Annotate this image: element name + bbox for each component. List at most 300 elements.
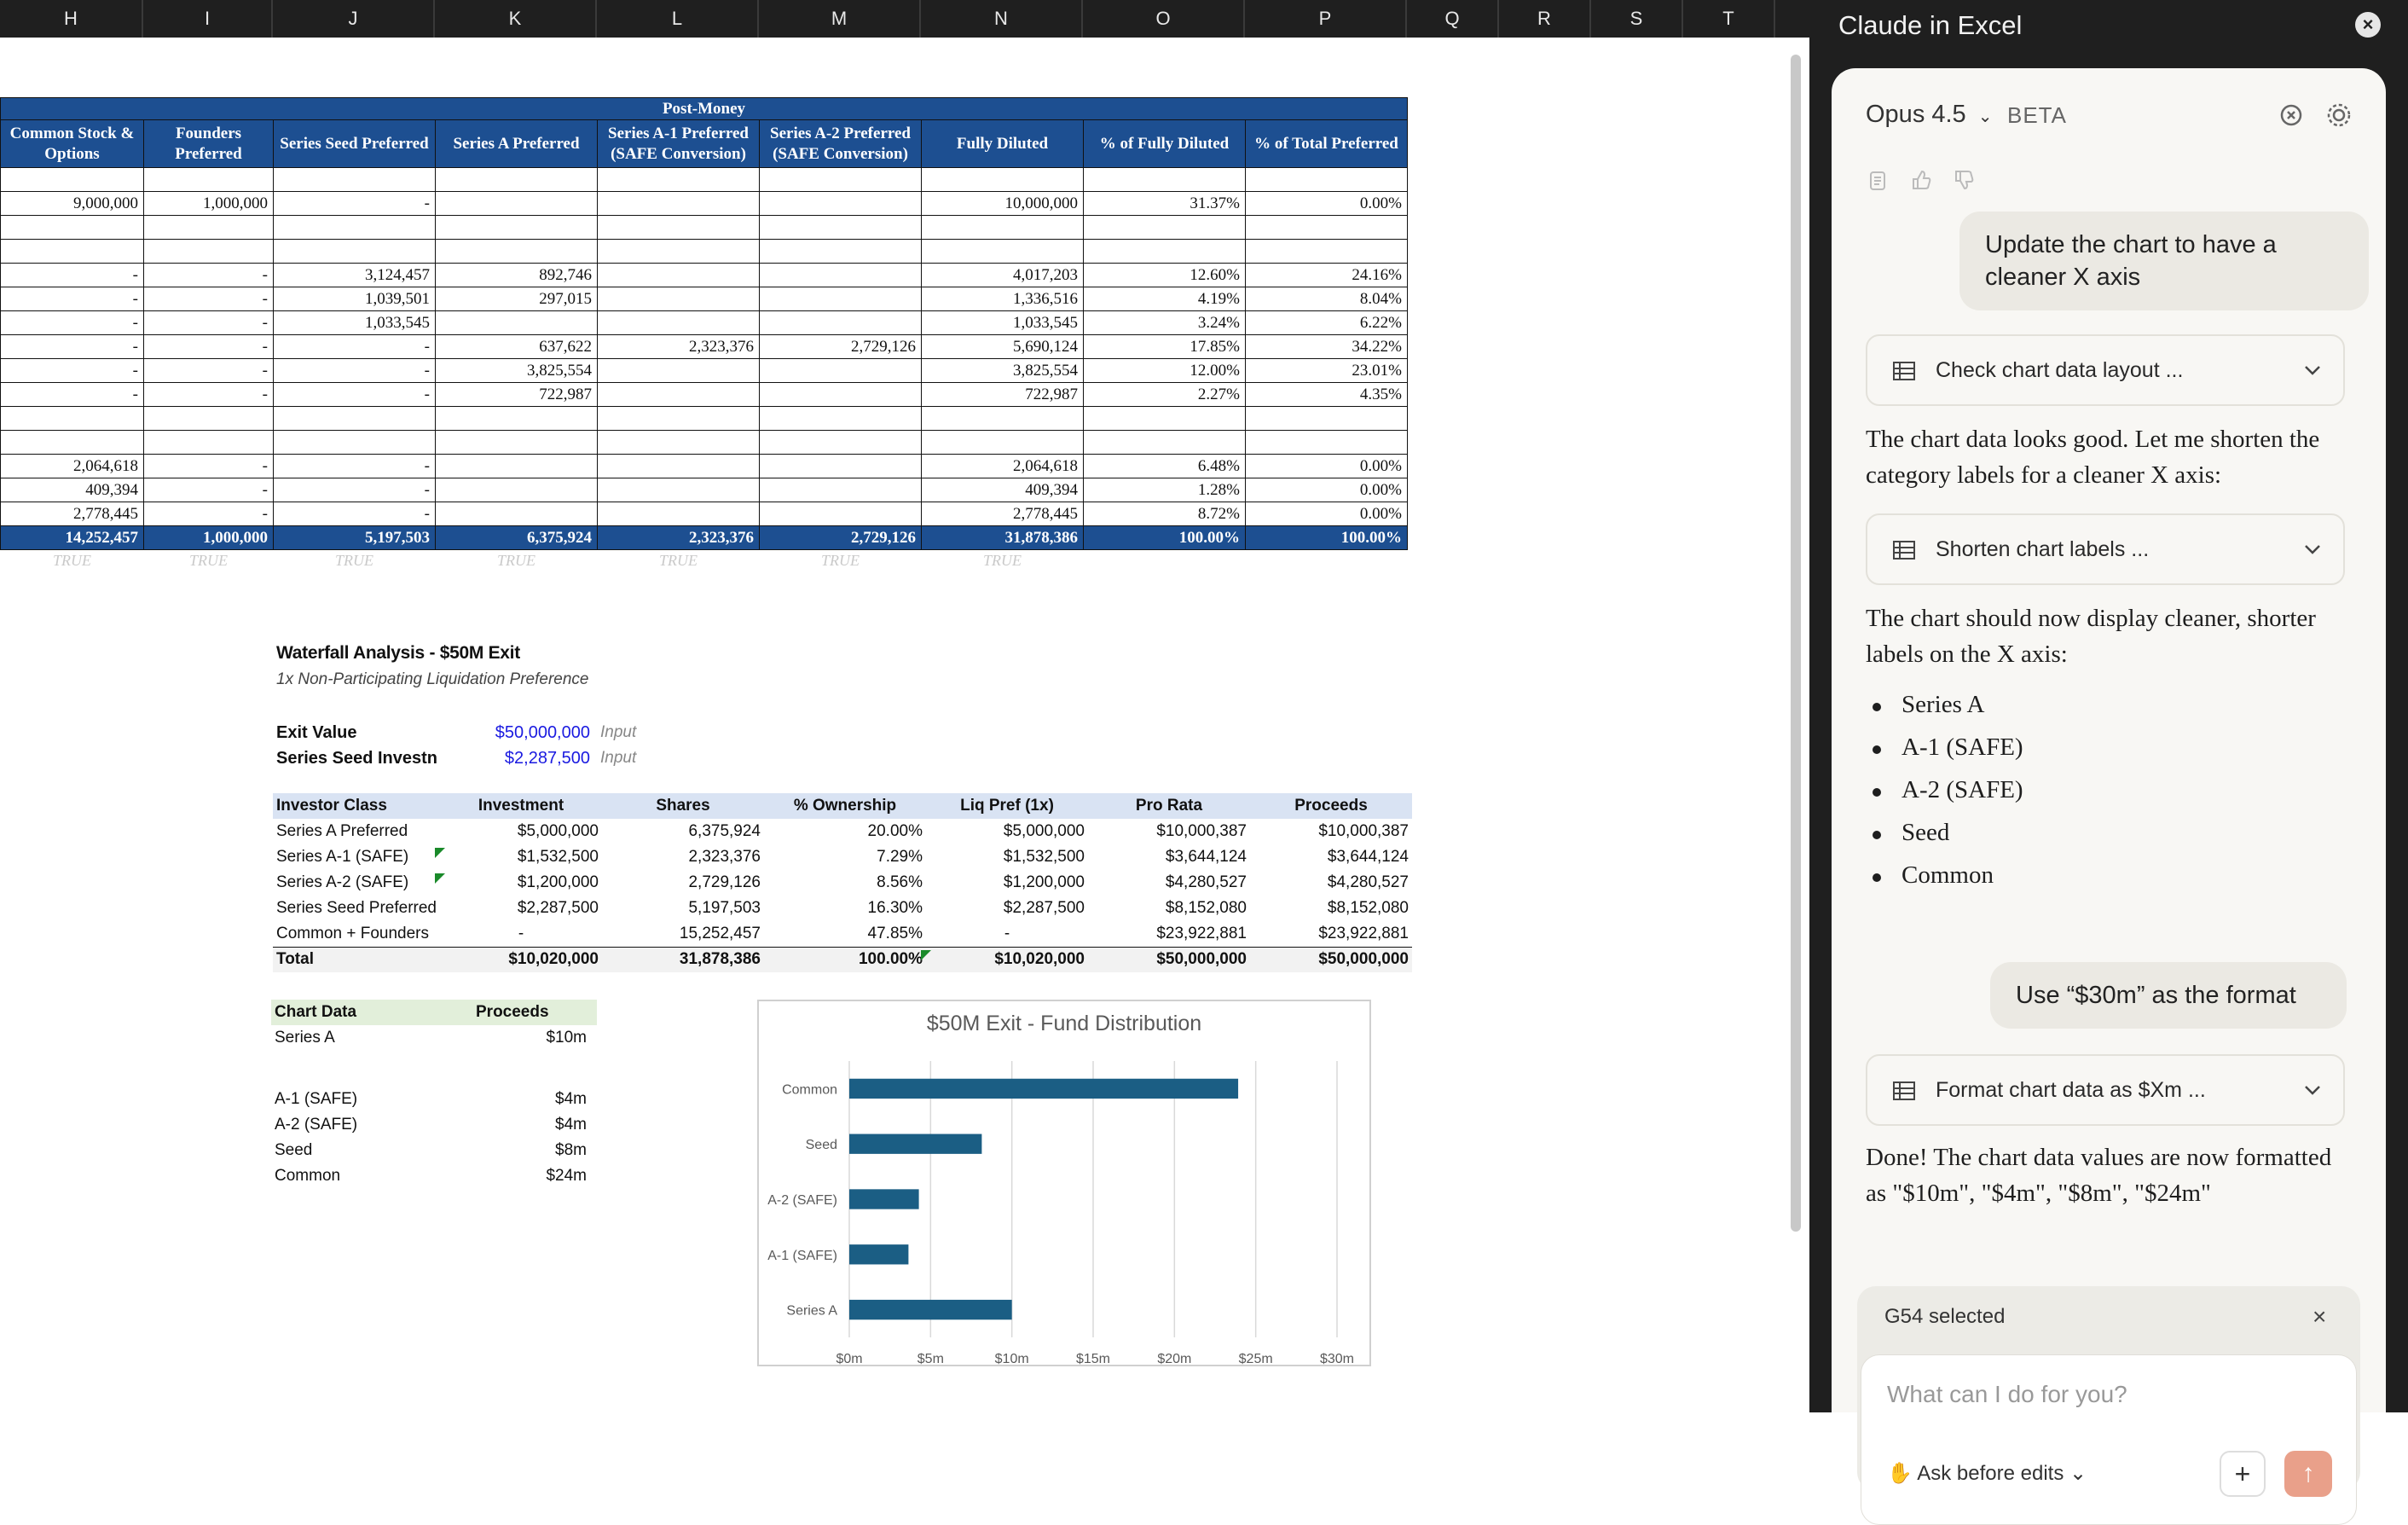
cap-cell[interactable] [598, 311, 760, 335]
waterfall-cell[interactable]: $4,280,527 [1165, 873, 1247, 891]
cap-cell[interactable]: 3,124,457 [274, 264, 436, 287]
cap-cell[interactable] [1, 407, 144, 431]
bullet-item: A-2 (SAFE) [1866, 776, 2023, 819]
chart-data-value[interactable]: $4m [555, 1116, 587, 1134]
cap-cell[interactable] [1, 168, 144, 192]
cap-cell[interactable]: 2,729,126 [760, 335, 922, 359]
chart-canvas [759, 1001, 1369, 1365]
waterfall-cell[interactable]: $10,000,387 [1156, 822, 1247, 840]
waterfall-total-row [273, 947, 1412, 972]
cap-cell[interactable] [598, 383, 760, 407]
cap-cell[interactable]: - [274, 455, 436, 478]
x-tick-label: $25m [1238, 1352, 1273, 1366]
cap-cell[interactable]: 2,323,376 [598, 335, 760, 359]
cap-cell[interactable]: 2.27% [1084, 383, 1246, 407]
chart-data-value[interactable]: $4m [555, 1090, 587, 1108]
cap-cell[interactable] [760, 192, 922, 216]
bar[interactable] [849, 1079, 1238, 1099]
cap-cell[interactable]: 1,033,545 [274, 311, 436, 335]
cap-cell[interactable] [1084, 216, 1246, 240]
seed-investment-label: Series Seed Investn [276, 749, 437, 768]
cap-cell[interactable]: 8.72% [1084, 502, 1246, 526]
cap-cell[interactable] [144, 216, 274, 240]
check-cell[interactable]: TRUE [53, 552, 91, 570]
cap-cell[interactable] [1246, 431, 1408, 455]
cap-cell[interactable] [922, 216, 1084, 240]
chart-data-label[interactable]: A-1 (SAFE) [275, 1090, 358, 1108]
x-tick-label: $0m [836, 1352, 863, 1366]
cap-table-row [1, 478, 1408, 502]
waterfall-total-cell[interactable]: 31,878,386 [602, 947, 764, 972]
cap-cell[interactable]: - [274, 478, 436, 502]
chart-data-row [271, 1087, 595, 1112]
waterfall-cell[interactable]: 15,252,457 [679, 924, 761, 942]
cap-cell[interactable] [760, 216, 922, 240]
waterfall-header: Investment [440, 793, 602, 819]
cap-cell[interactable]: 297,015 [436, 287, 598, 311]
cap-cell[interactable] [598, 431, 760, 455]
waterfall-cell[interactable]: $3,644,124 [1165, 848, 1247, 866]
cap-table-row [1, 455, 1408, 478]
tool-call-label: Shorten chart labels ... [1936, 537, 2150, 561]
cap-total-cell[interactable]: 100.00% [1084, 526, 1246, 550]
panel-body [1832, 68, 2386, 1489]
waterfall-title: Waterfall Analysis - $50M Exit [276, 643, 520, 663]
cap-cell[interactable] [760, 431, 922, 455]
column-header-bar [0, 0, 1809, 38]
cap-cell[interactable] [922, 407, 1084, 431]
cap-cell[interactable]: - [274, 502, 436, 526]
cap-cell[interactable]: 409,394 [1, 478, 144, 502]
cap-cell[interactable] [436, 192, 598, 216]
send-button[interactable]: ↑ [2284, 1451, 2332, 1497]
cap-cell[interactable] [598, 192, 760, 216]
cap-cell[interactable]: 2,064,618 [1, 455, 144, 478]
waterfall-total-cell[interactable]: Total [273, 947, 440, 972]
cell-comment-marker [921, 950, 931, 960]
cap-cell[interactable] [144, 407, 274, 431]
cap-cell[interactable]: 1,033,545 [922, 311, 1084, 335]
model-selector[interactable] [1866, 101, 1993, 129]
cap-cell[interactable]: - [144, 311, 274, 335]
cap-cell[interactable]: 10,000,000 [922, 192, 1084, 216]
x-tick-label: $30m [1319, 1352, 1355, 1366]
cap-cell[interactable] [1246, 216, 1408, 240]
cap-cell[interactable] [144, 240, 274, 264]
chart-data-value[interactable]: $8m [555, 1141, 587, 1159]
cap-cell[interactable] [274, 240, 436, 264]
waterfall-cell[interactable]: $8,152,080 [1327, 899, 1409, 917]
cap-cell[interactable]: - [144, 502, 274, 526]
cap-cell[interactable]: - [1, 311, 144, 335]
cap-cell[interactable]: - [274, 359, 436, 383]
model-name: Opus 4.5 [1866, 101, 1966, 128]
vertical-scrollbar[interactable] [1791, 55, 1801, 1232]
cap-cell[interactable]: - [1, 335, 144, 359]
cap-cell[interactable] [760, 168, 922, 192]
cap-cell[interactable] [760, 287, 922, 311]
thumbs-up-icon[interactable] [1910, 169, 1932, 195]
column-header-i[interactable]: I [143, 0, 273, 38]
cap-cell[interactable] [436, 455, 598, 478]
cap-cell[interactable]: - [1, 287, 144, 311]
waterfall-cell[interactable]: 8.56% [877, 873, 923, 891]
check-cell[interactable] [1246, 550, 1408, 572]
cap-cell[interactable] [760, 407, 922, 431]
chart-data-label[interactable]: A-2 (SAFE) [275, 1116, 358, 1134]
check-cell[interactable]: TRUE [821, 552, 860, 570]
column-header-h[interactable]: H [0, 0, 143, 38]
waterfall-total-cell[interactable]: $50,000,000 [1250, 947, 1412, 972]
waterfall-cell[interactable]: $8,152,080 [1165, 899, 1247, 917]
check-cell[interactable]: TRUE [983, 552, 1022, 570]
waterfall-header: Pro Rata [1088, 793, 1250, 819]
cap-cell[interactable]: 1,000,000 [144, 192, 274, 216]
bar[interactable] [849, 1134, 981, 1154]
cap-cell[interactable]: 722,987 [922, 383, 1084, 407]
beta-badge: BETA [2007, 102, 2067, 128]
chart-data-header: Proceeds [476, 1003, 549, 1021]
cap-total-cell[interactable]: 1,000,000 [144, 526, 274, 550]
cap-cell[interactable] [1246, 168, 1408, 192]
waterfall-cell[interactable]: Series A Preferred [276, 822, 408, 840]
cap-cell[interactable] [1, 431, 144, 455]
thumbs-down-icon[interactable] [1953, 169, 1975, 195]
column-header-p[interactable]: P [1245, 0, 1407, 38]
waterfall-header: Proceeds [1250, 793, 1412, 819]
bar[interactable] [849, 1189, 919, 1209]
chart-data-header: Chart Data [275, 1003, 357, 1021]
cap-total-cell[interactable]: 31,878,386 [922, 526, 1084, 550]
cap-cell[interactable]: - [1, 264, 144, 287]
cap-cell[interactable]: 1.28% [1084, 478, 1246, 502]
user-message: Update the chart to have a cleaner X axis [1959, 212, 2369, 310]
cap-cell[interactable] [598, 359, 760, 383]
cap-cell[interactable]: 4.35% [1246, 383, 1408, 407]
waterfall-total-cell[interactable]: $10,020,000 [440, 947, 602, 972]
cap-table-row [1, 240, 1408, 264]
y-category-label: A-2 (SAFE) [767, 1193, 837, 1208]
tool-call-check-layout[interactable] [1866, 334, 2345, 406]
cap-cell[interactable]: - [1, 359, 144, 383]
cap-cell[interactable] [760, 383, 922, 407]
waterfall-cell[interactable]: 5,197,503 [688, 899, 761, 917]
cap-cell[interactable]: 1,039,501 [274, 287, 436, 311]
cap-cell[interactable] [436, 216, 598, 240]
waterfall-cell[interactable]: 2,323,376 [688, 848, 761, 866]
waterfall-cell[interactable]: 16.30% [867, 899, 923, 917]
cap-cell[interactable] [598, 216, 760, 240]
exit-value-input[interactable]: $50,000,000 [495, 723, 590, 742]
cap-table-row [1, 311, 1408, 335]
cap-cell[interactable]: 1,336,516 [922, 287, 1084, 311]
chart-data-value[interactable]: $10m [546, 1029, 587, 1047]
cap-cell[interactable]: 722,987 [436, 383, 598, 407]
cap-cell[interactable] [598, 168, 760, 192]
panel-title: Claude in Excel [1838, 10, 2023, 40]
chart-data-label[interactable]: Series A [275, 1029, 335, 1047]
cap-cell[interactable]: - [274, 335, 436, 359]
message-placeholder: What can I do for you? [1887, 1381, 2127, 1407]
waterfall-cell[interactable]: 6,375,924 [688, 822, 761, 840]
cap-cell[interactable] [1084, 168, 1246, 192]
cell-comment-marker [435, 873, 445, 884]
cap-cell[interactable] [1246, 240, 1408, 264]
waterfall-cell[interactable]: $23,922,881 [1318, 924, 1409, 942]
cap-cell[interactable]: 6.48% [1084, 455, 1246, 478]
bullet-item: Common [1866, 861, 2023, 904]
gear-icon[interactable] [2326, 102, 2352, 132]
column-header-n[interactable]: N [921, 0, 1083, 38]
add-attachment-button[interactable]: + [2220, 1451, 2266, 1497]
cap-total-cell[interactable]: 6,375,924 [436, 526, 598, 550]
cap-cell[interactable] [922, 240, 1084, 264]
cap-cell[interactable]: 8.04% [1246, 287, 1408, 311]
cap-cell[interactable] [598, 407, 760, 431]
tool-call-format-data[interactable] [1866, 1054, 2345, 1126]
bar[interactable] [849, 1300, 1012, 1319]
bullet-item: Seed [1866, 819, 2023, 861]
column-header-m[interactable]: M [759, 0, 921, 38]
waterfall-cell[interactable]: 47.85% [867, 924, 923, 942]
waterfall-cell[interactable]: 2,729,126 [688, 873, 761, 891]
cap-table-row [1, 383, 1408, 407]
input-tag: Input [600, 723, 637, 741]
waterfall-cell[interactable]: $23,922,881 [1156, 924, 1247, 942]
waterfall-cell[interactable]: $1,532,500 [517, 848, 599, 866]
cap-cell[interactable]: - [144, 359, 274, 383]
waterfall-subtitle: 1x Non-Participating Liquidation Preference [276, 670, 589, 688]
cap-cell[interactable]: - [144, 478, 274, 502]
bar-chart[interactable] [757, 1000, 1371, 1366]
cap-cell[interactable] [1246, 407, 1408, 431]
cap-cell[interactable] [922, 431, 1084, 455]
chart-title: $50M Exit - Fund Distribution [926, 1012, 1202, 1035]
cap-cell[interactable] [436, 431, 598, 455]
cap-cell[interactable] [598, 478, 760, 502]
cap-table-row [1, 359, 1408, 383]
cap-cell[interactable]: 24.16% [1246, 264, 1408, 287]
column-header-s[interactable]: S [1591, 0, 1683, 38]
y-category-label: Seed [805, 1138, 837, 1153]
check-cell[interactable]: TRUE [335, 552, 373, 570]
check-cell[interactable]: TRUE [497, 552, 535, 570]
waterfall-cell[interactable]: $2,287,500 [1003, 899, 1085, 917]
chart-data-row [271, 1138, 595, 1163]
cap-cell[interactable] [274, 216, 436, 240]
cap-cell[interactable]: 4.19% [1084, 287, 1246, 311]
column-header-l[interactable]: L [597, 0, 759, 38]
history-icon[interactable] [2278, 102, 2304, 132]
cap-cell[interactable] [598, 264, 760, 287]
cap-cell[interactable] [760, 359, 922, 383]
cap-cell[interactable] [436, 478, 598, 502]
cap-cell[interactable] [274, 168, 436, 192]
y-category-label: A-1 (SAFE) [767, 1248, 837, 1263]
clear-selection-button[interactable]: × [2312, 1303, 2327, 1330]
cap-cell[interactable]: 409,394 [922, 478, 1084, 502]
cap-cell[interactable] [760, 478, 922, 502]
cap-total-cell[interactable]: 14,252,457 [1, 526, 144, 550]
table-icon [1893, 362, 1915, 380]
chart-data-label[interactable]: Common [275, 1167, 341, 1185]
waterfall-cell[interactable]: 7.29% [877, 848, 923, 866]
cap-cell[interactable] [1, 216, 144, 240]
waterfall-cell[interactable]: $3,644,124 [1327, 848, 1409, 866]
cap-table-row [1, 431, 1408, 455]
bar[interactable] [849, 1244, 908, 1264]
cap-header: Series Seed Preferred [274, 120, 436, 168]
column-header-r[interactable]: R [1499, 0, 1591, 38]
check-cell[interactable]: TRUE [659, 552, 698, 570]
cap-cell[interactable]: 17.85% [1084, 335, 1246, 359]
cap-cell[interactable]: - [144, 335, 274, 359]
cap-cell[interactable]: - [144, 455, 274, 478]
cap-cell[interactable]: 3,825,554 [922, 359, 1084, 383]
cap-cell[interactable] [760, 311, 922, 335]
cap-cell[interactable] [1084, 407, 1246, 431]
cap-cell[interactable]: 0.00% [1246, 502, 1408, 526]
waterfall-total-cell[interactable]: $50,000,000 [1088, 947, 1250, 972]
cap-cell[interactable]: - [274, 383, 436, 407]
x-tick-label: $10m [994, 1352, 1029, 1366]
seed-investment-input[interactable]: $2,287,500 [504, 749, 590, 768]
cap-cell[interactable]: 9,000,000 [1, 192, 144, 216]
waterfall-cell[interactable]: - [518, 924, 524, 942]
tool-call-label: Check chart data layout ... [1936, 358, 2184, 382]
waterfall-cell[interactable]: $5,000,000 [517, 822, 599, 840]
message-input[interactable] [1861, 1354, 2357, 1525]
cap-cell[interactable]: 3.24% [1084, 311, 1246, 335]
cap-cell[interactable] [598, 502, 760, 526]
waterfall-cell[interactable]: Common + Founders [276, 924, 429, 942]
waterfall-cell[interactable]: Series A-2 (SAFE) [276, 873, 409, 891]
column-header-q[interactable]: Q [1407, 0, 1499, 38]
cap-cell[interactable]: 637,622 [436, 335, 598, 359]
cap-cell[interactable]: 5,690,124 [922, 335, 1084, 359]
cap-cell[interactable]: 0.00% [1246, 478, 1408, 502]
cap-cell[interactable] [436, 168, 598, 192]
cap-cell[interactable] [598, 240, 760, 264]
column-header-k[interactable]: K [435, 0, 597, 38]
cap-cell[interactable] [598, 455, 760, 478]
cap-cell[interactable]: 34.22% [1246, 335, 1408, 359]
cap-cell[interactable]: 4,017,203 [922, 264, 1084, 287]
column-header-j[interactable]: J [273, 0, 435, 38]
waterfall-cell[interactable]: $4,280,527 [1327, 873, 1409, 891]
cap-cell[interactable]: - [144, 383, 274, 407]
cap-cell[interactable]: - [144, 264, 274, 287]
chart-data-label[interactable]: Seed [275, 1141, 313, 1159]
cap-cell[interactable] [1, 240, 144, 264]
column-header-t[interactable]: T [1683, 0, 1775, 38]
waterfall-cell[interactable]: - [1004, 924, 1010, 942]
waterfall-header: Investor Class [273, 793, 440, 819]
waterfall-cell[interactable]: $5,000,000 [1003, 822, 1085, 840]
cap-cell[interactable]: 2,778,445 [1, 502, 144, 526]
chevron-down-icon: ⌄ [2069, 1462, 2087, 1485]
cap-cell[interactable] [760, 240, 922, 264]
cap-header: Fully Diluted [922, 120, 1084, 168]
cap-cell[interactable] [436, 240, 598, 264]
waterfall-cell[interactable]: 20.00% [867, 822, 923, 840]
cap-total-cell[interactable]: 100.00% [1246, 526, 1408, 550]
cap-cell[interactable] [436, 407, 598, 431]
cap-cell[interactable]: 2,064,618 [922, 455, 1084, 478]
cap-cell[interactable]: - [274, 192, 436, 216]
tool-call-label: Format chart data as $Xm ... [1936, 1078, 2206, 1102]
cap-cell[interactable]: 12.00% [1084, 359, 1246, 383]
chart-data-value[interactable]: $24m [546, 1167, 587, 1185]
cap-cell[interactable]: 0.00% [1246, 455, 1408, 478]
cap-cell[interactable]: 6.22% [1246, 311, 1408, 335]
cap-cell[interactable] [1084, 240, 1246, 264]
cap-cell[interactable] [274, 431, 436, 455]
cap-header: Founders Preferred [144, 120, 274, 168]
column-header-o[interactable]: O [1083, 0, 1245, 38]
cap-total-cell[interactable]: 2,323,376 [598, 526, 760, 550]
waterfall-cell[interactable]: $10,000,387 [1318, 822, 1409, 840]
waterfall-cell[interactable]: $2,287,500 [517, 899, 599, 917]
assistant-message: The chart should now display cleaner, shorter labels on the X axis: [1866, 605, 2316, 668]
cap-cell[interactable] [760, 264, 922, 287]
cap-cell[interactable]: 3,825,554 [436, 359, 598, 383]
cap-cell[interactable] [922, 168, 1084, 192]
cap-cell[interactable]: 31.37% [1084, 192, 1246, 216]
cap-cell[interactable] [144, 431, 274, 455]
cap-cell[interactable]: - [1, 383, 144, 407]
cap-cell[interactable] [760, 502, 922, 526]
cap-cell[interactable] [274, 407, 436, 431]
check-cell[interactable] [1084, 550, 1246, 572]
waterfall-header: Liq Pref (1x) [926, 793, 1088, 819]
cap-cell[interactable]: 0.00% [1246, 192, 1408, 216]
cap-cell[interactable]: - [144, 287, 274, 311]
cap-cell[interactable]: 23.01% [1246, 359, 1408, 383]
tool-call-shorten-labels[interactable] [1866, 513, 2345, 585]
hand-icon: ✋ [1887, 1462, 1913, 1485]
cap-cell[interactable] [1084, 431, 1246, 455]
cap-cell[interactable] [598, 287, 760, 311]
cap-header: Common Stock & Options [1, 120, 144, 168]
post-money-label: Post-Money [1, 98, 1408, 120]
cap-total-cell[interactable]: 5,197,503 [274, 526, 436, 550]
y-category-label: Common [782, 1082, 837, 1098]
waterfall-total-cell[interactable]: $10,020,000 [926, 947, 1088, 972]
cap-table-row [1, 216, 1408, 240]
waterfall-cell[interactable]: Series A-1 (SAFE) [276, 848, 409, 866]
cap-total-cell[interactable]: 2,729,126 [760, 526, 922, 550]
waterfall-cell[interactable]: $1,200,000 [517, 873, 599, 891]
cap-cell[interactable]: 12.60% [1084, 264, 1246, 287]
waterfall-cell[interactable]: $1,532,500 [1003, 848, 1085, 866]
copy-icon[interactable] [1867, 169, 1888, 195]
waterfall-total-cell[interactable]: 100.00% [764, 947, 926, 972]
cap-cell[interactable] [436, 502, 598, 526]
cap-cell[interactable]: 2,778,445 [922, 502, 1084, 526]
waterfall-cell[interactable]: Series Seed Preferred [276, 899, 437, 917]
cap-table-row [1, 168, 1408, 192]
edit-mode-dropdown[interactable] [1887, 1461, 2087, 1486]
cap-table-row [1, 192, 1408, 216]
check-cell[interactable]: TRUE [189, 552, 228, 570]
close-panel-button[interactable]: × [2355, 12, 2381, 38]
waterfall-cell[interactable]: $1,200,000 [1003, 873, 1085, 891]
cap-cell[interactable] [436, 311, 598, 335]
cap-cell[interactable] [760, 455, 922, 478]
cap-cell[interactable]: 892,746 [436, 264, 598, 287]
cap-cell[interactable] [144, 168, 274, 192]
